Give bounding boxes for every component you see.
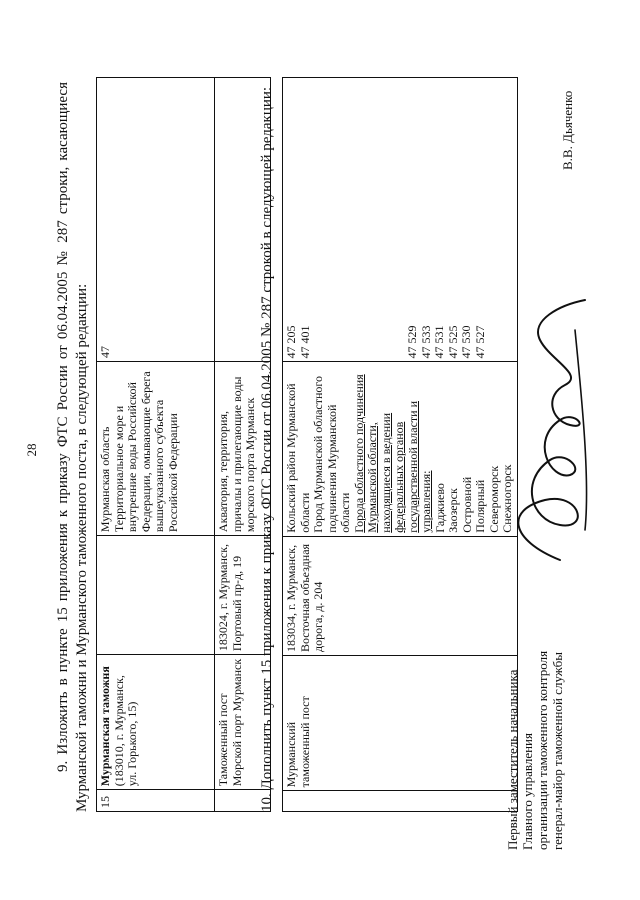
region-line: Мурманской области, находящиеся в ведении федеральных органов государственной власти и управления:: [365, 401, 433, 533]
code-cell: 47: [97, 78, 215, 362]
signer-name: В.В. Дьяченко: [560, 90, 575, 170]
town-name: Островной: [459, 476, 474, 533]
region-line: Кольский район Мурманской области: [284, 383, 312, 533]
code-cell: [283, 78, 518, 362]
table-row: [283, 78, 518, 812]
region-code: 47 205: [284, 325, 298, 359]
row-number: 15: [97, 790, 215, 812]
town-name: Снежногорск: [500, 464, 514, 533]
section-9-line1: 9. Изложить в пункте 15 приложения к приказу ФТС России от 06.04.2005 № 287 строки, касающиеся: [55, 82, 71, 772]
signature-block: [505, 590, 565, 850]
town-name: Заозерск: [446, 488, 460, 533]
region-line: Территориальное море и внутренние воды Российской Федерации, омывающие берега вышеуказанного субъекта Российской Федерации: [111, 371, 180, 533]
page-number: 28: [24, 443, 39, 457]
address-cell: 183024, г. Мурманск, Портовый пр-д, 19: [215, 536, 271, 655]
signature-stroke: [518, 300, 585, 560]
town-name: Полярный: [473, 479, 487, 533]
region-cell: Акватория, территория, причалы и прилегающие воды морского порта Мурманск: [215, 362, 271, 536]
town-code: 47 531: [432, 325, 446, 359]
region-line: Город Мурманской областного подчинения Мурманской области: [311, 375, 352, 533]
table-2: [282, 77, 518, 812]
org-name: Таможенный пост Морской порт Мурманск: [216, 658, 244, 787]
region-line: Города областного подчинения: [351, 374, 366, 533]
org-cell: [97, 655, 215, 790]
address-cell: 183034, г. Мурманск, Восточная объездная дорога, д. 204: [283, 536, 518, 655]
town-name: Гаджиево: [432, 483, 447, 533]
table-row: [97, 78, 215, 812]
town-code: 47 527: [472, 325, 487, 359]
signer-title-line: Первый заместитель начальника: [505, 669, 520, 850]
town-code: 47 525: [445, 325, 460, 359]
handwritten-signature: [486, 290, 610, 570]
signer-title-line: генерал-майор таможенной службы: [550, 652, 565, 850]
table-1: [96, 77, 271, 812]
signer-title-line: организации таможенного контроля: [535, 650, 550, 850]
region-cell: [283, 362, 518, 536]
org-address: (183010, г. Мурманск, ул. Горького, 15): [111, 675, 139, 787]
address-cell: [97, 536, 215, 655]
region-line: Мурманская область: [98, 426, 112, 533]
section-9-text: [54, 82, 92, 812]
region-code: 47 401: [297, 325, 312, 359]
section-9-line2: Мурманской таможни и Мурманского таможенного поста, в следующей редакции:: [74, 283, 90, 812]
town-name: Североморск: [486, 465, 501, 533]
town-code: 47 530: [459, 325, 473, 359]
town-code: 47 529: [405, 325, 419, 359]
org-name: Мурманская таможня: [98, 666, 112, 787]
region-cell: [97, 362, 215, 536]
signature-underline: [575, 330, 587, 530]
org-name: Мурманский таможенный пост: [283, 656, 518, 791]
signer-title-line: Главного управления: [520, 733, 535, 850]
town-code: 47 533: [418, 325, 433, 359]
section-10-text: 10. Дополнить пункт 15 приложения к приказу ФТС России от 06.04.2005 № 287 строкой в следующей редакции:: [259, 86, 275, 812]
